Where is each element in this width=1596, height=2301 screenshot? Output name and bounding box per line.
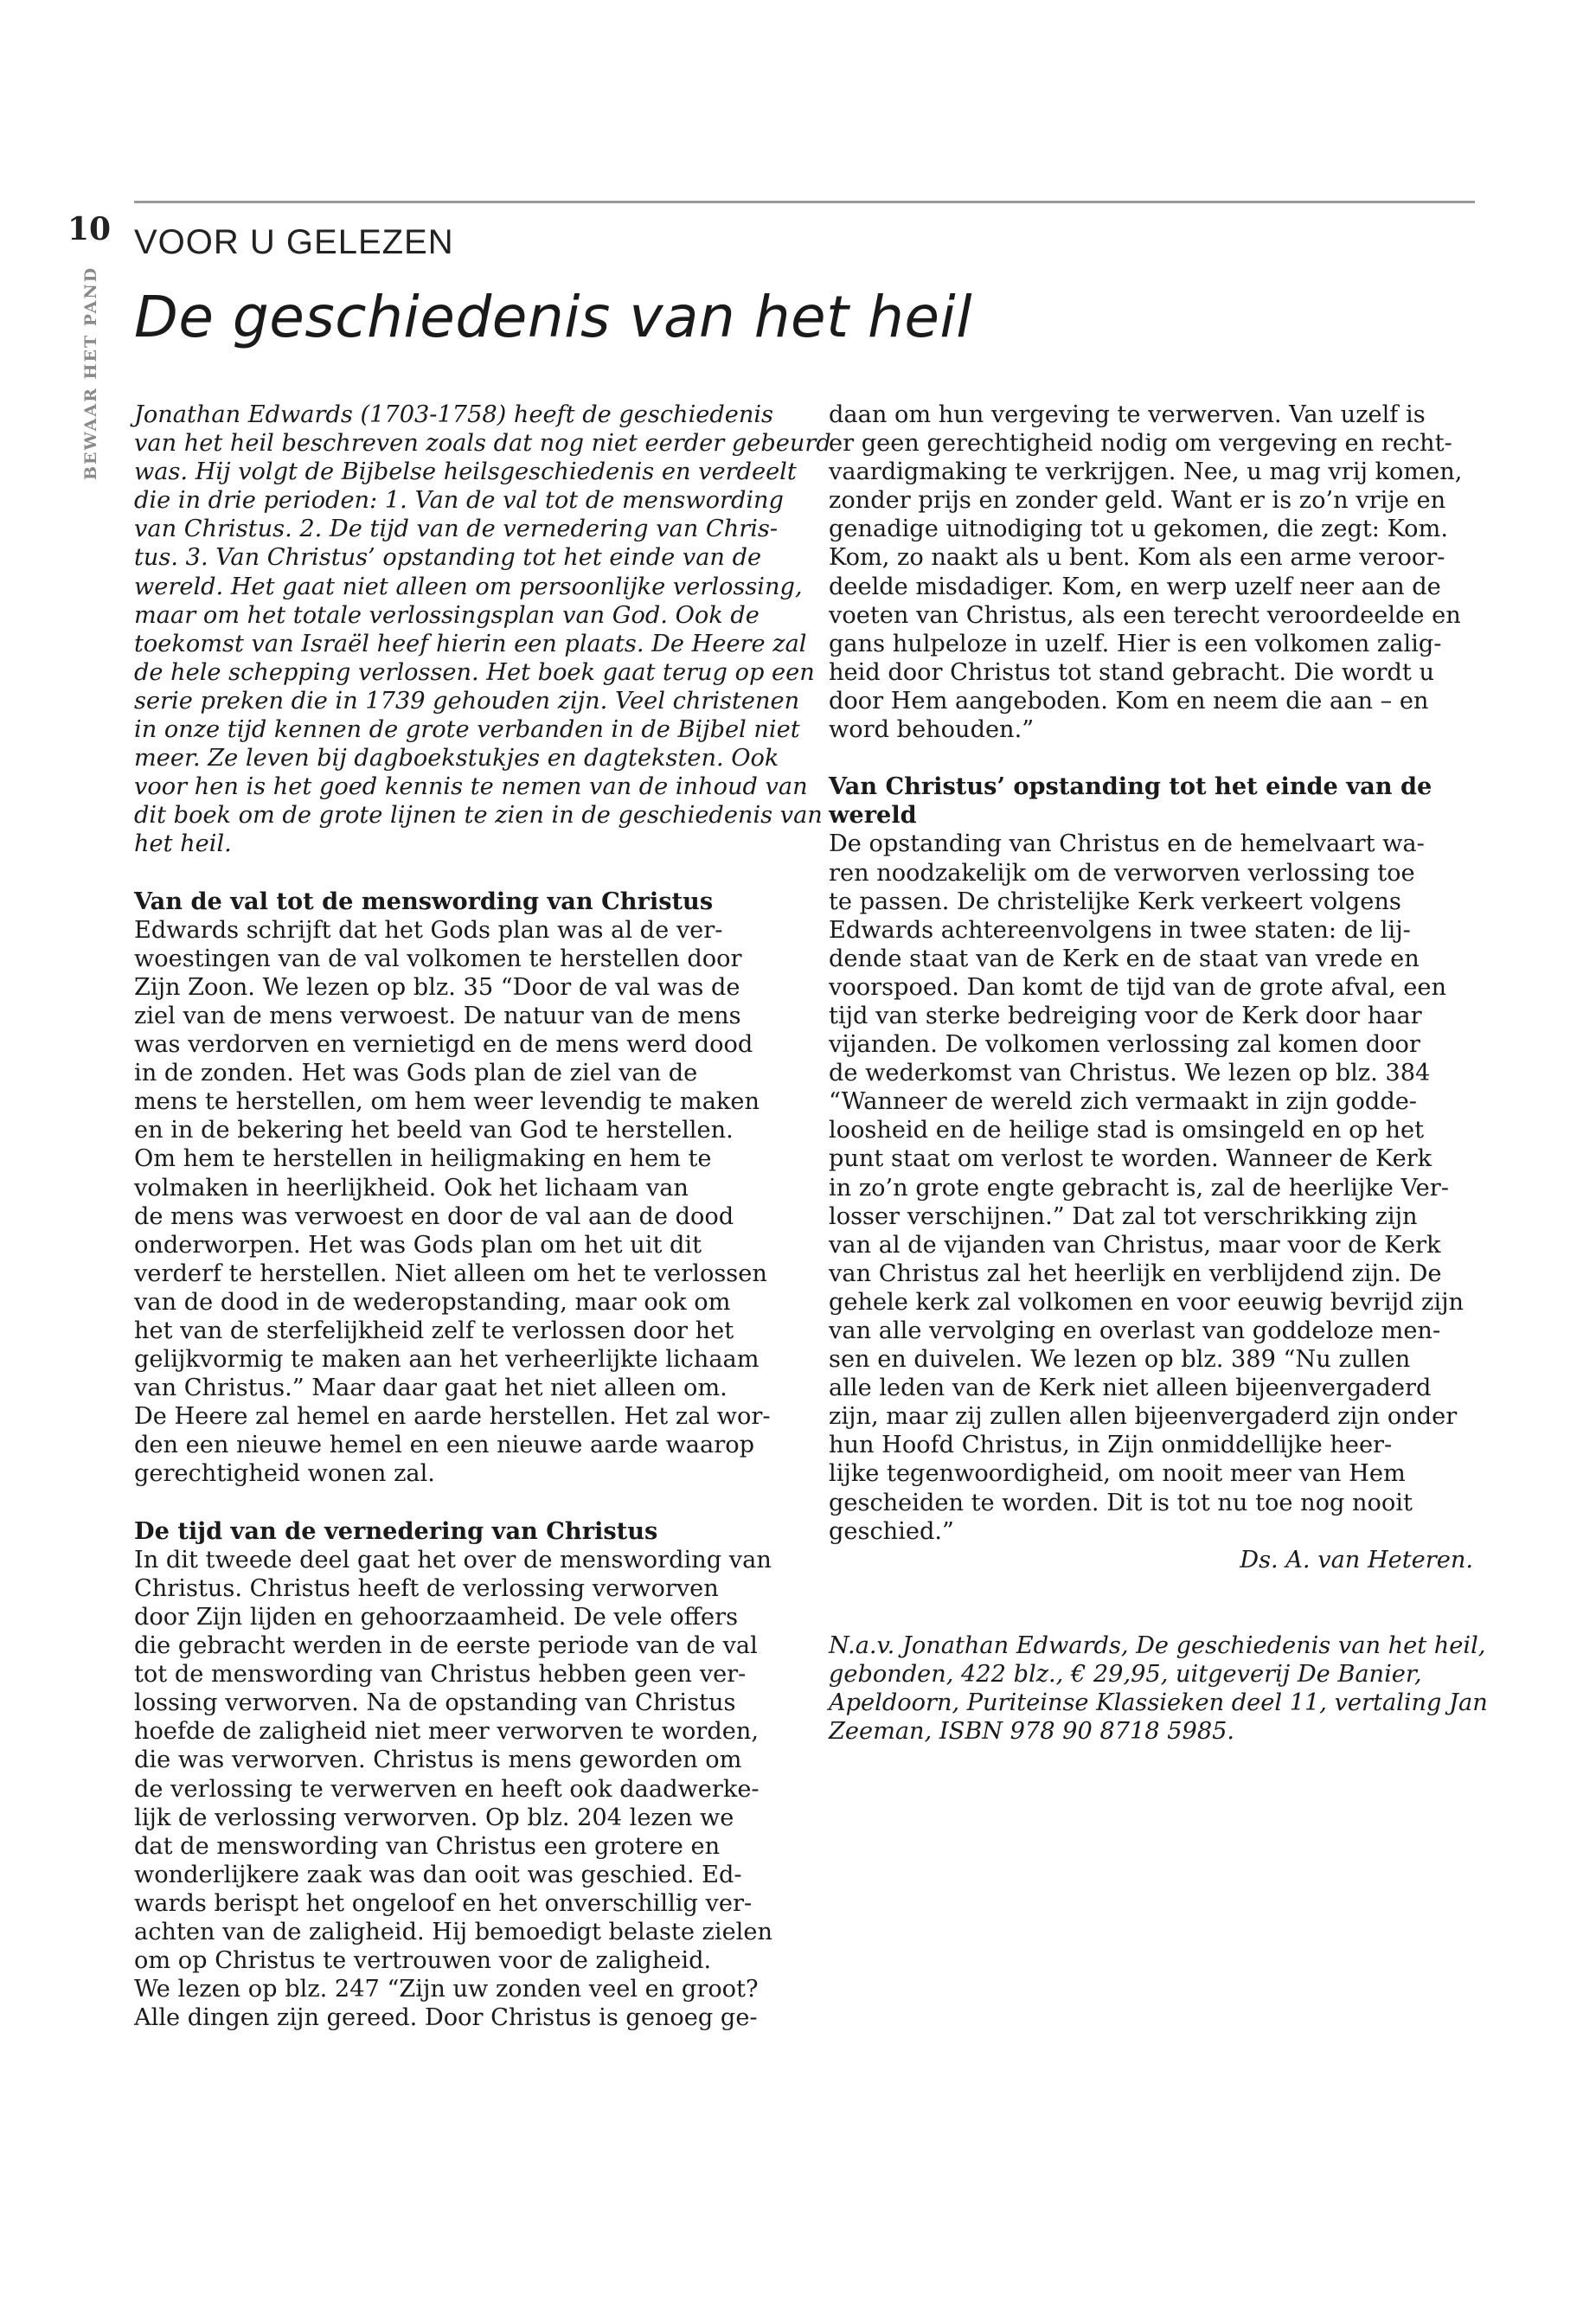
text-line: achten van de zaligheid. Hij bemoedigt belaste zielen xyxy=(134,1918,772,1945)
text-line: Jonathan Edwards (1703-1758) heeft de geschiedenis xyxy=(134,401,774,428)
text-line: van het heil beschreven zoals dat nog niet eerder gebeurd xyxy=(134,430,831,458)
text-line: het van de sterfelijkheid zelf te verlossen door het xyxy=(134,1317,734,1344)
text-line: de verlossing te verwerven en heeft ook daadwerke- xyxy=(134,1775,760,1803)
text-line: Alle dingen zijn gereed. Door Christus is genoeg ge- xyxy=(134,2004,758,2032)
text-line: van al de vijanden van Christus, maar voor de Kerk xyxy=(829,1231,1441,1259)
text-line: maar om het totale verlossingsplan van God. Ook de xyxy=(134,601,760,629)
intro-paragraph xyxy=(134,401,831,859)
text-line: sen en duivelen. We lezen op blz. 389 “Nu zullen xyxy=(829,1346,1411,1374)
right-column xyxy=(829,401,1488,1746)
text-line: De opstanding van Christus en de hemelvaart wa- xyxy=(829,830,1425,858)
text-line: Zeeman, ISBN 978 90 8718 5985. xyxy=(829,1718,1235,1746)
text-line: Apeldoorn, Puriteinse Klassieken deel 11, vertaling Jan xyxy=(829,1689,1488,1717)
text-line: tus. 3. Van Christus’ opstanding tot het einde van de xyxy=(134,544,762,572)
text-line: zonder prijs en zonder geld. Want er is zo’n vrije en xyxy=(829,487,1446,515)
text-line: dit boek om de grote lijnen te zien in de geschiedenis van xyxy=(134,802,823,830)
text-line: wards berispt het ongeloof en het onverschillig ver- xyxy=(134,1889,753,1917)
body-paragraph xyxy=(829,830,1473,1545)
text-line: serie preken die in 1739 gehouden zijn. Veel christenen xyxy=(134,687,800,715)
text-line: ziel van de mens verwoest. De natuur van de mens xyxy=(134,1002,741,1029)
text-line: was verdorven en vernietigd en de mens werd dood xyxy=(134,1031,753,1059)
text-line: onderworpen. Het was Gods plan om het uit dit xyxy=(134,1231,702,1259)
text-line: punt staat om verlost te worden. Wanneer de Kerk xyxy=(829,1145,1433,1173)
section-heading: De tijd van de vernedering van Christus xyxy=(134,1516,658,1545)
left-column xyxy=(134,401,831,2032)
text-line: van Christus. 2. De tijd van de vernedering van Chris- xyxy=(134,516,779,543)
text-line: word behouden.” xyxy=(829,716,1035,744)
text-line: die in drie perioden: 1. Van de val tot de menswording xyxy=(134,487,784,515)
text-line: om op Christus te vertrouwen voor de zaligheid. xyxy=(134,1947,712,1975)
text-line: In dit tweede deel gaat het over de menswording van xyxy=(134,1546,772,1574)
paragraph-gap xyxy=(829,1603,1473,1631)
text-line: tijd van sterke bedreiging voor de Kerk door haar xyxy=(829,1002,1422,1029)
text-line: meer. Ze leven bij dagboekstukjes en dagteksten. Ook xyxy=(134,745,779,772)
article-title: De geschiedenis van het heil xyxy=(134,284,973,350)
text-line: volmaken in heerlijkheid. Ook het lichaam van xyxy=(134,1174,689,1202)
text-line: gans hulpeloze in uzelf. Hier is een volkomen zalig- xyxy=(829,630,1442,657)
text-line: voor hen is het goed kennis te nemen van de inhoud van xyxy=(134,773,808,801)
text-line: van Christus zal het heerlijk en verblijdend zijn. De xyxy=(829,1259,1442,1287)
paragraph-gap xyxy=(134,859,779,888)
text-line: voeten van Christus, als een terecht veroordeelde en xyxy=(829,601,1461,629)
text-line: Edwards schrijft dat het Gods plan was al de ver- xyxy=(134,916,723,944)
text-line: de mens was verwoest en door de val aan de dood xyxy=(134,1202,734,1230)
section-title: VOOR U GELEZEN xyxy=(134,223,454,261)
text-line: van Christus.” Maar daar gaat het niet alleen om. xyxy=(134,1375,727,1402)
text-line: dende staat van de Kerk en de staat van vrede en xyxy=(829,945,1420,972)
body-paragraph xyxy=(134,1546,779,2033)
text-line: lijk de verlossing verworven. Op blz. 204 lezen we xyxy=(134,1804,734,1831)
text-line: genadige uitnodiging tot u gekomen, die zegt: Kom. xyxy=(829,516,1448,543)
text-line: gescheiden te worden. Dit is tot nu toe nog nooit xyxy=(829,1489,1413,1516)
text-line: Om hem te herstellen in heiligmaking en hem te xyxy=(134,1145,712,1173)
text-line: te passen. De christelijke Kerk verkeert volgens xyxy=(829,888,1401,915)
text-line: er geen gerechtigheid nodig om vergeving en recht- xyxy=(829,430,1452,458)
text-line: in onze tijd kennen de grote verbanden in de Bijbel niet xyxy=(134,716,800,744)
text-line: toekomst van Israël heef hierin een plaats. De Heere zal xyxy=(134,630,807,657)
text-line: vijanden. De volkomen verlossing zal komen door xyxy=(829,1031,1420,1059)
text-line: in zo’n grote engte gebracht is, zal de heerlijke Ver- xyxy=(829,1174,1449,1202)
text-line: hoefde de zaligheid niet meer verworven te worden, xyxy=(134,1718,760,1746)
text-line: geschied.” xyxy=(829,1517,954,1545)
text-line: wonderlijkere zaak was dan ooit was geschied. Ed- xyxy=(134,1861,742,1888)
text-line: gerechtigheid wonen zal. xyxy=(134,1460,435,1488)
text-line: verderf te herstellen. Niet alleen om het te verlossen xyxy=(134,1259,767,1287)
section-heading: wereld xyxy=(829,801,917,830)
text-line: Christus. Christus heeft de verlossing verworven xyxy=(134,1574,719,1602)
text-line: voorspoed. Dan komt de tijd van de grote afval, een xyxy=(829,973,1446,1001)
paragraph-gap xyxy=(134,1489,779,1517)
text-line: gelijkvormig te maken aan het verheerlijkte lichaam xyxy=(134,1346,760,1374)
author-signature: Ds. A. van Heteren. xyxy=(1240,1546,1473,1574)
text-line: tot de menswording van Christus hebben geen ver- xyxy=(134,1661,747,1689)
text-line: deelde misdadiger. Kom, en werp uzelf neer aan de xyxy=(829,573,1441,600)
text-line: lossing verworven. Na de opstanding van Christus xyxy=(134,1689,736,1717)
text-line: en in de bekering het beeld van God te herstellen. xyxy=(134,1117,734,1144)
text-line: mens te herstellen, om hem weer levendig te maken xyxy=(134,1088,760,1116)
text-line: N.a.v. Jonathan Edwards, De geschiedenis van het heil, xyxy=(829,1632,1486,1660)
text-line: die was verworven. Christus is mens geworden om xyxy=(134,1747,742,1774)
text-line: van alle vervolging en overlast van goddeloze men- xyxy=(829,1317,1441,1344)
text-line: de wederkomst van Christus. We lezen op blz. 384 xyxy=(829,1060,1431,1087)
text-line: hun Hoofd Christus, in Zijn onmiddellijke heer- xyxy=(829,1432,1393,1459)
text-line: gehele kerk zal volkomen en voor eeuwig bevrijd zijn xyxy=(829,1288,1465,1316)
section-heading: Van Christus’ opstanding tot het einde van de xyxy=(829,772,1433,801)
text-line: daan om hun vergeving te verwerven. Van uzelf is xyxy=(829,401,1426,428)
text-line: dat de menswording van Christus een grotere en xyxy=(134,1832,721,1860)
text-line: gebonden, 422 blz., € 29,95, uitgeverij De Banier, xyxy=(829,1661,1422,1689)
text-line: lijke tegenwoordigheid, om nooit meer van Hem xyxy=(829,1460,1406,1488)
text-line: loosheid en de heilige stad is omsingeld en op het xyxy=(829,1117,1425,1144)
text-line: ren noodzakelijk om de verworven verlossing toe xyxy=(829,859,1415,887)
body-paragraph xyxy=(829,401,1473,744)
text-line: door Zijn lijden en gehoorzaamheid. De vele offers xyxy=(134,1603,739,1631)
text-line: woestingen van de val volkomen te herstellen door xyxy=(134,945,742,972)
text-line: losser verschijnen.” Dat zal tot verschrikking zijn xyxy=(829,1202,1418,1230)
text-line: We lezen op blz. 247 “Zijn uw zonden veel en groot? xyxy=(134,1976,759,2003)
side-label: BEWAAR HET PAND xyxy=(81,266,100,480)
text-line: was. Hij volgt de Bijbelse heilsgeschiedenis en verdeelt xyxy=(134,458,797,486)
text-line: Edwards achtereenvolgens in twee staten: de lij- xyxy=(829,916,1411,944)
text-line: zijn, maar zij zullen allen bijeenvergaderd zijn onder xyxy=(829,1403,1458,1431)
text-line: Zijn Zoon. We lezen op blz. 35 “Door de val was de xyxy=(134,973,740,1001)
section-heading: Van de val tot de menswording van Christus xyxy=(134,887,714,915)
text-line: wereld. Het gaat niet alleen om persoonlijke verlossing, xyxy=(134,573,803,600)
text-line: heid door Christus tot stand gebracht. Die wordt u xyxy=(829,658,1434,686)
book-reference xyxy=(829,1631,1488,1746)
text-line: van de dood in de wederopstanding, maar ook om xyxy=(134,1288,731,1316)
text-line: vaardigmaking te verkrijgen. Nee, u mag vrij komen, xyxy=(829,458,1463,486)
header-rule xyxy=(134,201,1475,203)
paragraph-gap xyxy=(829,744,1473,772)
text-line: Kom, zo naakt als u bent. Kom als een arme veroor- xyxy=(829,544,1445,572)
text-line: De Heere zal hemel en aarde herstellen. Het zal wor- xyxy=(134,1403,771,1431)
text-line: den een nieuwe hemel en een nieuwe aarde waarop xyxy=(134,1432,754,1459)
page-number: 10 xyxy=(67,211,112,247)
text-line: die gebracht werden in de eerste periode van de val xyxy=(134,1632,758,1660)
text-line: in de zonden. Het was Gods plan de ziel van de xyxy=(134,1060,698,1087)
text-line: de hele schepping verlossen. Het boek gaat terug op een xyxy=(134,658,815,686)
text-line: alle leden van de Kerk niet alleen bijeenvergaderd xyxy=(829,1375,1432,1402)
text-line: “Wanneer de wereld zich vermaakt in zijn godde- xyxy=(829,1088,1417,1116)
body-paragraph xyxy=(134,916,779,1489)
text-line: door Hem aangeboden. Kom en neem die aan – en xyxy=(829,687,1429,715)
text-line: het heil. xyxy=(134,830,232,858)
paragraph-gap xyxy=(829,1574,1473,1603)
